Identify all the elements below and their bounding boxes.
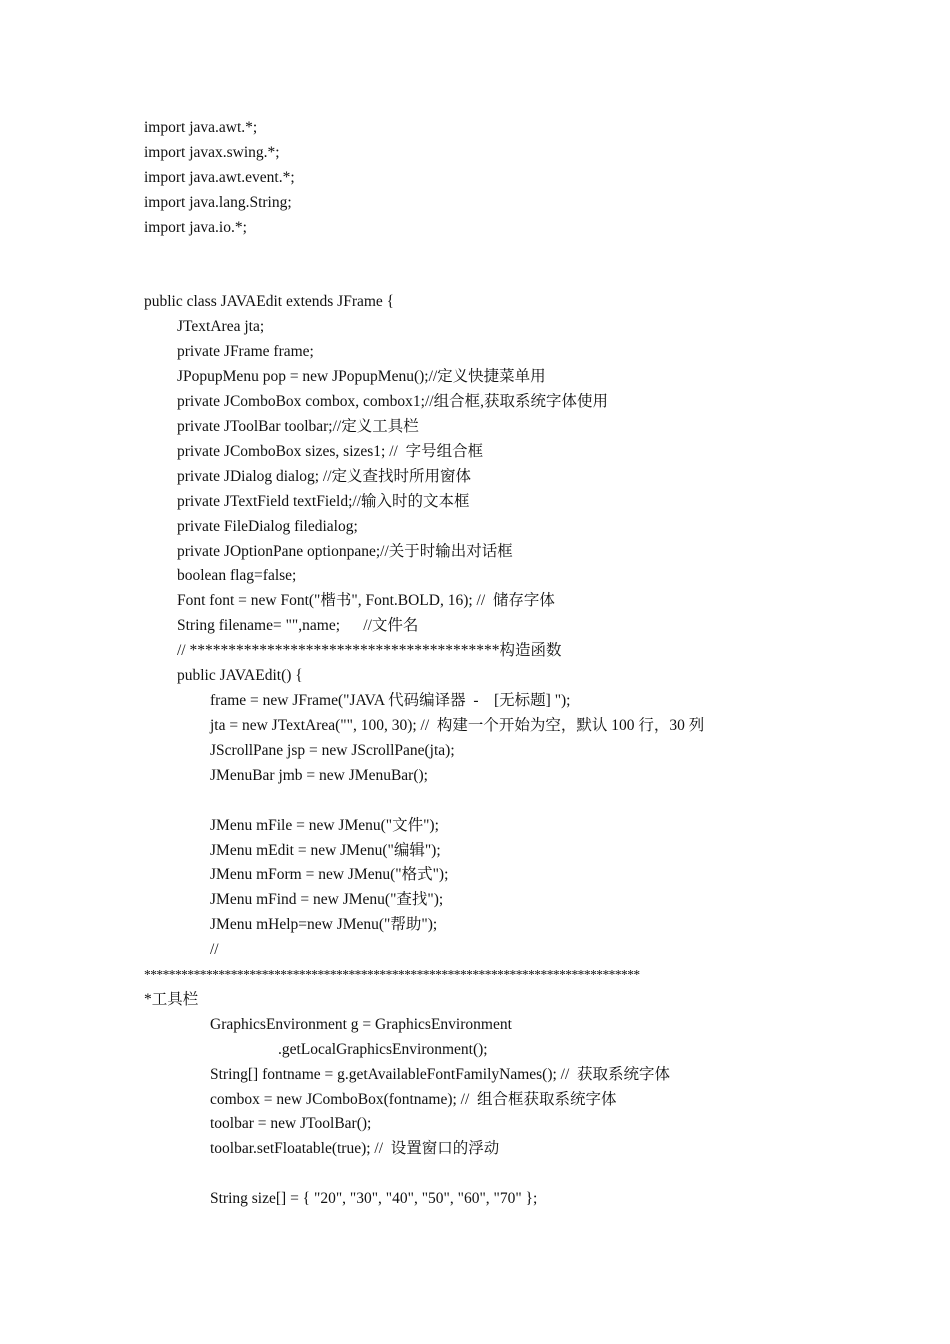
code-line: private JComboBox combox, combox1;//组合框,获取系统字体使用 <box>177 393 608 410</box>
code-line: *工具栏 <box>144 991 199 1008</box>
code-line: GraphicsEnvironment g = GraphicsEnvironment <box>210 1016 512 1033</box>
code-line: boolean flag=false; <box>177 567 297 584</box>
code-line: JTextArea jta; <box>177 318 265 335</box>
code-line: JPopupMenu pop = new JPopupMenu();//定义快捷菜单用 <box>177 368 546 385</box>
code-line: JMenu mFile = new JMenu("文件"); <box>210 817 439 834</box>
code-line: JMenu mEdit = new JMenu("编辑"); <box>210 842 441 859</box>
code-line: frame = new JFrame("JAVA 代码编译器 - [无标题] "); <box>210 692 571 709</box>
code-line: private JComboBox sizes, sizes1; // 字号组合框 <box>177 443 484 460</box>
code-line: .getLocalGraphicsEnvironment(); <box>278 1041 488 1058</box>
code-line: import java.awt.*; <box>144 119 258 136</box>
code-line: private FileDialog filedialog; <box>177 518 358 535</box>
code-line: private JTextField textField;//输入时的文本框 <box>177 493 470 510</box>
code-line: public class JAVAEdit extends JFrame { <box>144 293 395 310</box>
code-line: String filename= "",name; //文件名 <box>177 617 419 634</box>
code-line: import java.io.*; <box>144 219 247 236</box>
code-line: JMenu mFind = new JMenu("查找"); <box>210 891 444 908</box>
code-line: jta = new JTextArea("", 100, 30); // 构建一个开始为空，默认 100 行，30 列 <box>210 717 705 734</box>
code-line: private JDialog dialog; //定义查找时所用窗体 <box>177 468 472 485</box>
code-line: combox = new JComboBox(fontname); // 组合框获取系统字体 <box>210 1091 617 1108</box>
code-line: private JToolBar toolbar;//定义工具栏 <box>177 418 419 435</box>
code-line: public JAVAEdit() { <box>177 667 303 684</box>
code-line: toolbar = new JToolBar(); <box>210 1115 372 1132</box>
code-line: JMenu mForm = new JMenu("格式"); <box>210 866 449 883</box>
code-line: import java.lang.String; <box>144 194 292 211</box>
code-line: JMenu mHelp=new JMenu("帮助"); <box>210 916 438 933</box>
code-line: import javax.swing.*; <box>144 144 280 161</box>
code-line: toolbar.setFloatable(true); // 设置窗口的浮动 <box>210 1140 500 1157</box>
code-line: Font font = new Font("楷书", Font.BOLD, 16); // 储存字体 <box>177 592 555 609</box>
code-line: // <box>210 941 219 958</box>
code-line: JMenuBar jmb = new JMenuBar(); <box>210 767 428 784</box>
code-line: private JFrame frame; <box>177 343 314 360</box>
code-line: import java.awt.event.*; <box>144 169 295 186</box>
code-line: JScrollPane jsp = new JScrollPane(jta); <box>210 742 455 759</box>
asterisk-separator: ******************************************************************************** <box>144 967 640 982</box>
code-line: private JOptionPane optionpane;//关于时输出对话框 <box>177 543 513 560</box>
code-line: String size[] = { "20", "30", "40", "50", "60", "70" }; <box>210 1190 538 1207</box>
code-line: String[] fontname = g.getAvailableFontFamilyNames(); // 获取系统字体 <box>210 1066 671 1083</box>
code-line: // ****************************************构造函数 <box>177 642 562 659</box>
